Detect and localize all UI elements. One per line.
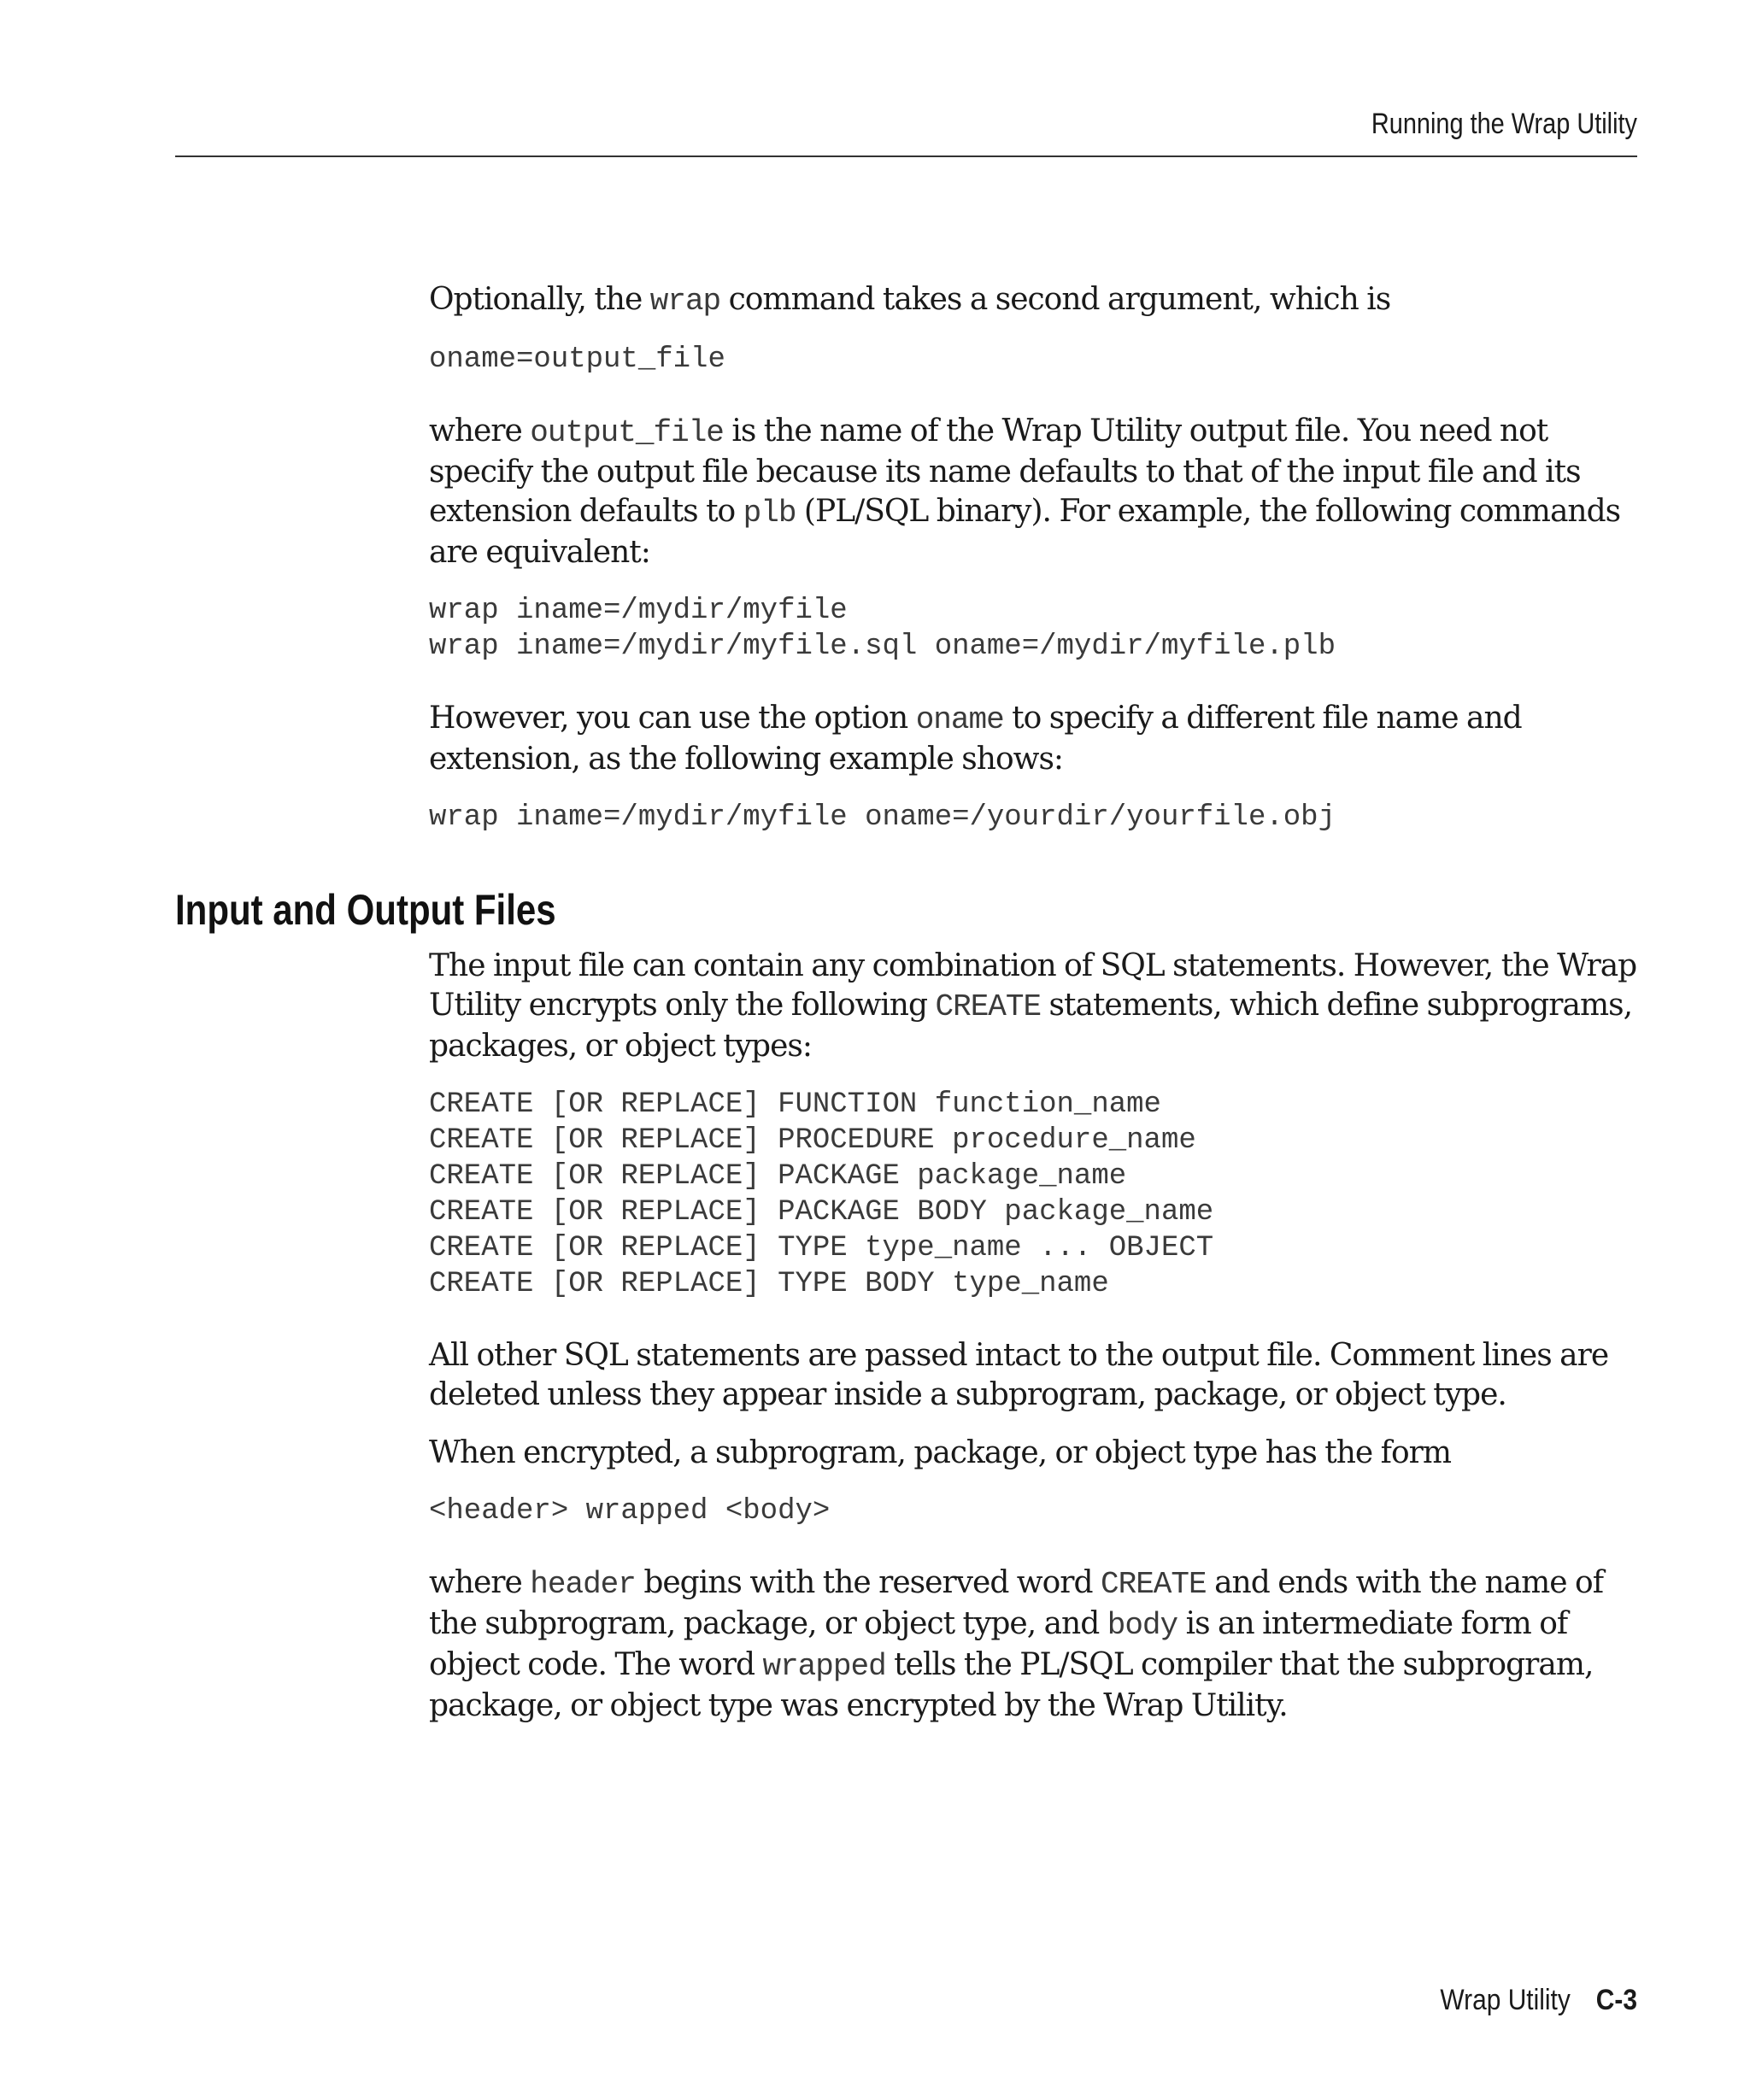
code-equivalent-commands: wrap iname=/mydir/myfile wrap iname=/mydir/myfile.sql oname=/mydir/myfile.plb xyxy=(429,595,1336,663)
paragraph-other-statements: All other SQL statements are passed intact to the output file. Comment lines are deleted unless they appear inside a subprogram, package, or object type. xyxy=(429,1338,1609,1412)
paragraph-output-file: where output_file is the name of the Wrap Utility output file. You need not specify the output file because its name defaults to that of the input file and its extension defaults to plb (PL/SQL binary). For example, the following commands are equivalent: xyxy=(429,414,1621,570)
code-oname-example: wrap iname=/mydir/myfile oname=/yourdir/yourfile.obj xyxy=(429,801,1336,834)
paragraph-header-body: where header begins with the reserved word CREATE and ends with the name of the subprogram, package, or object type, and body is an intermediate form of object code. The word wrapped tells the PL/SQL compiler that the subprogram, package, or object type was encrypted by the Wrap Utility. xyxy=(429,1565,1604,1723)
paragraph-encrypted-form: When encrypted, a subprogram, package, or object type has the form xyxy=(429,1435,1452,1470)
inline-code-output-file: output_file xyxy=(530,415,724,450)
code-wrapped-form: <header> wrapped <body> xyxy=(429,1495,831,1528)
running-head: Running the Wrap Utility xyxy=(1371,108,1637,140)
footer-chapter: Wrap Utility xyxy=(1440,1984,1571,2016)
inline-code-create: CREATE xyxy=(1101,1567,1207,1602)
inline-code-wrapped: wrapped xyxy=(762,1649,886,1684)
inline-code-body: body xyxy=(1107,1608,1178,1643)
section-heading-input-output-files: Input and Output Files xyxy=(175,886,556,934)
inline-code-create: CREATE xyxy=(935,989,1042,1024)
code-oname: oname=output_file xyxy=(429,343,725,376)
inline-code-wrap: wrap xyxy=(649,284,721,319)
page-footer xyxy=(1440,1984,1637,2017)
paragraph-input-file: The input file can contain any combination of SQL statements. However, the Wrap Utility encrypts only the following CREATE statements, which define subprograms, packages, or object types: xyxy=(429,948,1637,1064)
section-input-output-files xyxy=(429,947,1642,1726)
inline-code-oname: oname xyxy=(915,702,1004,737)
code-create-statements: CREATE [OR REPLACE] FUNCTION function_name CREATE [OR REPLACE] PROCEDURE procedure_name CREATE [OR REPLACE] PACKAGE package_name CREATE [OR REPLACE] PACKAGE BODY package_name CREATE [OR REPLACE] TYPE type_name ... OBJECT CREATE [OR REPLACE] TYPE BODY type_name xyxy=(429,1088,1214,1300)
page-number: C-3 xyxy=(1595,1984,1637,2016)
paragraph-oname-option: However, you can use the option oname to specify a different file name and extension, as the following example shows: xyxy=(429,701,1522,777)
inline-code-header: header xyxy=(530,1567,636,1602)
header-rule xyxy=(175,155,1637,157)
section-wrap-arguments xyxy=(429,280,1642,836)
inline-code-plb: plb xyxy=(743,496,796,531)
paragraph-second-argument: Optionally, the wrap command takes a second argument, which is xyxy=(429,282,1391,319)
